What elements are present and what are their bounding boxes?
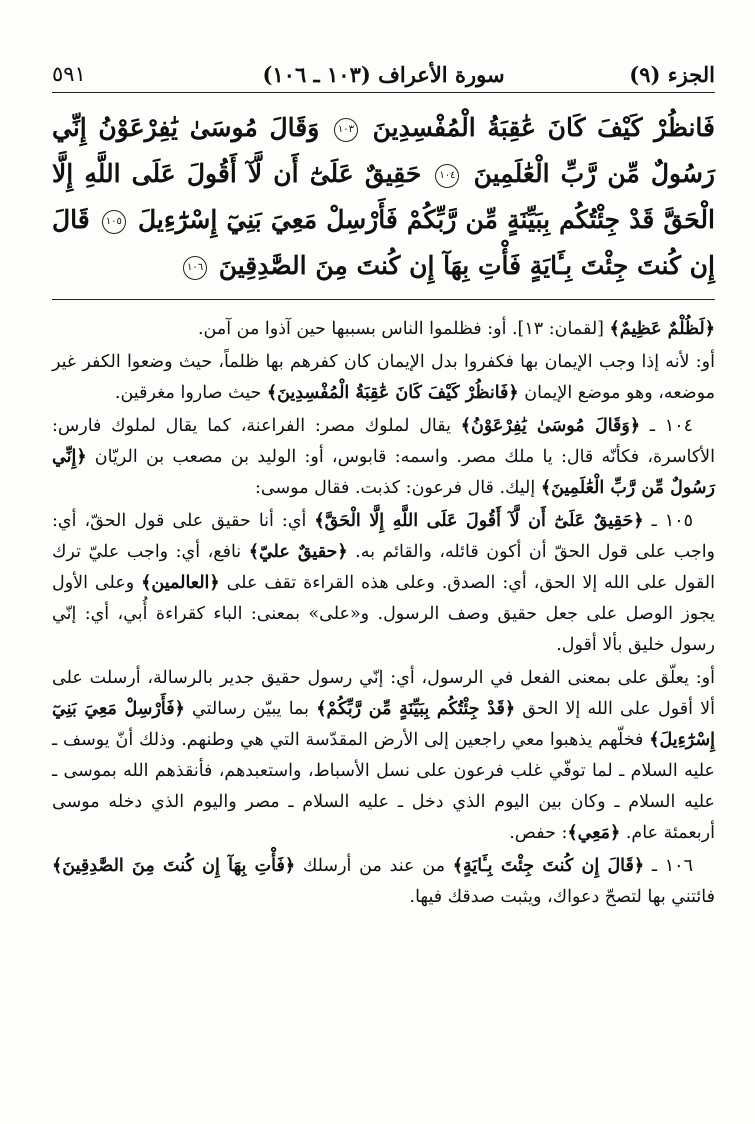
- quran-quote: ﴿فَأْتِ بِهَآ إِن كُنتَ مِنَ الصَّٰدِقِينَ﴾: [52, 856, 296, 876]
- juz-label: الجزء (٩): [629, 62, 715, 87]
- quran-quote: ﴿قَالَ إِن كُنتَ جِئْتَ بِـَٔايَةٍ﴾: [452, 856, 645, 876]
- commentary-paragraph-6: [52, 851, 715, 913]
- separator-rule: [52, 299, 715, 300]
- commentary-text: [لقمان: ١٣]. أو: فظلموا الناس بسببها حين آذوا من آمن.: [197, 319, 610, 339]
- commentary-text: نافع، أي: واجب عليّ ترك القول على الله إلا الحق، أي: الصدق. وعلى هذه القراءة تقف على: [52, 542, 716, 593]
- quran-quote: ﴿قَدْ جِئْتُكُم بِبَيِّنَةٍ مِّن رَّبِّكُمْ﴾: [316, 699, 516, 719]
- commentary-paragraph-3: [52, 411, 715, 504]
- commentary-text: من عند من أرسلك: [295, 856, 453, 876]
- quran-quote: ﴿حَقِيقٌ عَلَىٰٓ أَن لَّآ أَقُولَ عَلَى اللَّهِ إِلَّا الْحَقَّ﴾: [314, 511, 644, 531]
- quran-verses: [52, 105, 715, 289]
- verse-ref: ١٠٦ ـ: [644, 856, 693, 876]
- quran-quote: ﴿مَعِي﴾: [567, 823, 621, 843]
- commentary-paragraph-1: [52, 314, 715, 345]
- commentary-text: إليك. قال فرعون: كذبت. فقال موسى:: [255, 478, 541, 498]
- verse-104-text: وَقَالَ مُوسَىٰ يَٰفِرْعَوْنُ إِنِّي رَسُولٌ مِّن رَّبِّ الْعَٰلَمِينَ: [52, 113, 715, 188]
- verse-number-105: ١٠٥: [102, 210, 126, 234]
- verse-103-text: فَانظُرْ كَيْفَ كَانَ عَٰقِبَةُ الْمُفْسِدِينَ: [372, 113, 715, 142]
- page-header: [52, 62, 715, 93]
- book-page: [52, 62, 715, 915]
- quran-quote: ﴿العالمين﴾: [141, 573, 220, 593]
- quran-quote: ﴿فَانظُرْ كَيْفَ كَانَ عَٰقِبَةُ الْمُفْسِدِينَ﴾: [266, 383, 519, 403]
- commentary-paragraph-5: [52, 663, 715, 849]
- verse-number-106: ١٠٦: [183, 256, 207, 280]
- verse-105-text: حَقِيقٌ عَلَىٰٓ أَن لَّآ أَقُولَ عَلَى اللَّهِ إِلَّا الْحَقَّ قَدْ جِئْتُكُم بِبَيِّنَةٍ مِّن رَّبِّكُمْ فَأَرْسِلْ مَعِيَ بَنِيٓ إِسْرَٰٓءِيلَ: [52, 159, 715, 234]
- verse-ref: ١٠٤ ـ: [640, 416, 693, 436]
- commentary-text: : حفص.: [509, 823, 568, 843]
- commentary-text: أو: يعلّق على بمعنى الفعل في الرسول، أي: إنّي رسول حقيق جدير بالرسالة، أرسلت على ألا أقول على الله إلا الحق: [52, 668, 715, 719]
- commentary-text: أو: لأنه إذا وجب الإيمان بها فكفروا بدل الإيمان كان كفرهم بها ظلماً، حيث وضعوا الكفر غير موضعه، وهو موضع الإيمان: [52, 352, 715, 403]
- quran-quote: ﴿فَأَرْسِلْ مَعِيَ بَنِيٓ إِسْرَٰٓءِيلَ﴾: [52, 699, 715, 750]
- quran-quote: ﴿لَظُلْمٌ عَظِيمٌ﴾: [609, 319, 715, 339]
- quran-quote: ﴿وَقَالَ مُوسَىٰ يَٰفِرْعَوْنُ﴾: [460, 416, 641, 436]
- commentary-text: بما يبيّن رسالتي: [184, 699, 317, 719]
- page-number: ٥٩١: [52, 62, 86, 86]
- commentary-text: حيث صاروا مغرقين.: [114, 383, 267, 403]
- commentary-text: فائتني بها لتصحّ دعواك، ويثبت صدقك فيها.: [409, 887, 715, 907]
- commentary-text: فخلّهم يذهبوا معي راجعين إلى الأرض المقدّسة التي هي وطنهم. وذلك أنّ يوسف ـ عليه السلام ـ لما توفّي غلب فرعون على نسل الأسباط، واستعبدهم، فأنقذهم الله بموسى ـ عليه السلام ـ وكان بين اليوم الذي دخل ـ عليه السلام ـ مصر واليوم الذي دخله موسى أربعمئة عام.: [52, 730, 715, 843]
- commentary-paragraph-4: [52, 506, 715, 661]
- commentary-text: أي: أنا حقيق على قول الحقّ، أي: واجب على قول الحقّ أن أكون قائله، والقائم به.: [52, 511, 716, 562]
- verse-ref: ١٠٥ ـ: [643, 511, 693, 531]
- surah-title: سورة الأعراف (١٠٣ ـ ١٠٦): [262, 62, 505, 87]
- verse-number-104: ١٠٤: [435, 164, 459, 188]
- verse-number-103: ١٠٣: [334, 118, 358, 142]
- quran-quote: ﴿إِنِّي رَسُولٌ مِّن رَّبِّ الْعَٰلَمِينَ﴾: [52, 447, 715, 498]
- commentary-paragraph-2: [52, 347, 715, 409]
- verse-106-text: قَالَ إِن كُنتَ جِئْتَ بِـَٔايَةٍ فَأْتِ بِهَآ إِن كُنتَ مِنَ الصَّٰدِقِينَ: [52, 205, 715, 280]
- commentary-text: وعلى الأول يجوز الوصل على جعل حقيق وصف الرسول. و«على» بمعنى: الباء كقراءة أُبي، أي: إنّي رسول خليق بألا أقول.: [52, 573, 715, 655]
- quran-quote: ﴿حقيقٌ عليّ﴾: [248, 542, 348, 562]
- tafsir-commentary: [52, 314, 715, 913]
- commentary-text: يقال لملوك مصر: الفراعنة، كما يقال لملوك فارس: الأكاسرة، فكأنّه قال: يا ملك مصر. واسمه: قابوس، أو: الوليد بن مصعب بن الريّان: [52, 416, 715, 467]
